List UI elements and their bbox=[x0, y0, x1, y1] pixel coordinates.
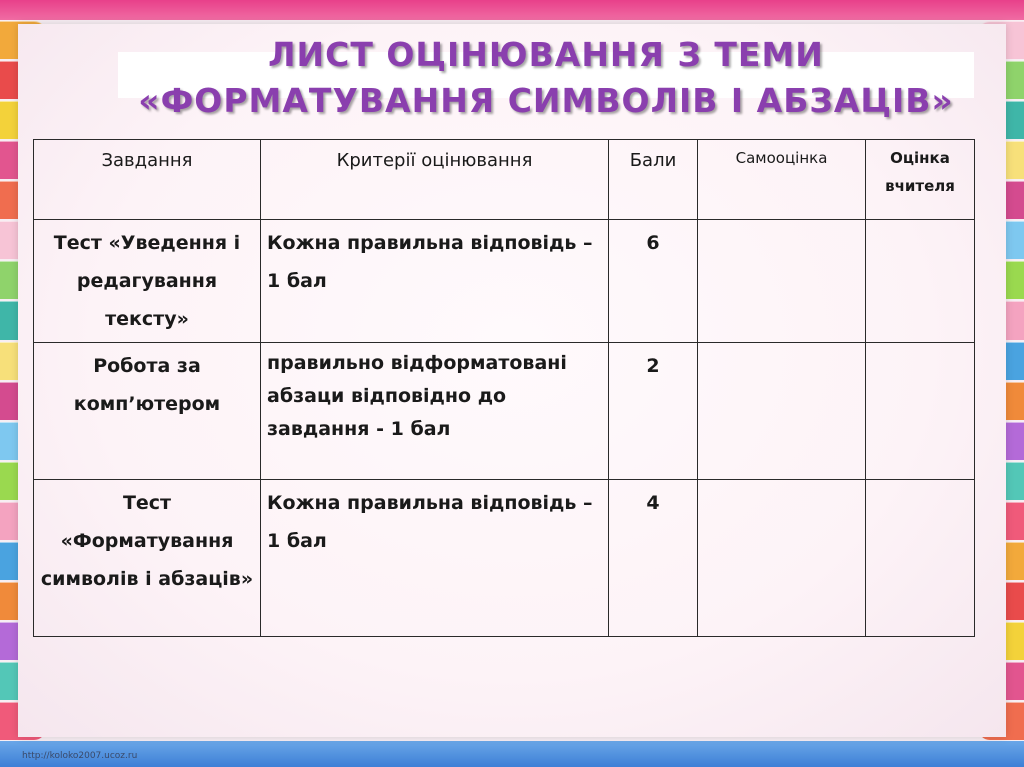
row-2-points: 2 bbox=[609, 343, 698, 480]
row-3-criteria: Кожна правильна відповідь – 1 бал bbox=[261, 480, 609, 637]
row-1-task: Тест «Уведення і редагування тексту» bbox=[34, 220, 261, 343]
row-3-teacher-assessment bbox=[866, 480, 975, 637]
table-row bbox=[34, 220, 975, 343]
header-self-assessment: Самооцінка bbox=[698, 140, 866, 220]
row-1-teacher-assessment bbox=[866, 220, 975, 343]
slide-title bbox=[118, 32, 974, 124]
table-header-row bbox=[34, 140, 975, 220]
row-3-self-assessment bbox=[698, 480, 866, 637]
top-decorative-bar bbox=[0, 0, 1024, 20]
table-row bbox=[34, 480, 975, 637]
table-row bbox=[34, 343, 975, 480]
row-3-task: Тест «Форматування символів і абзаців» bbox=[34, 480, 261, 637]
row-1-criteria: Кожна правильна відповідь – 1 бал bbox=[261, 220, 609, 343]
header-task: Завдання bbox=[34, 140, 261, 220]
row-2-teacher-assessment bbox=[866, 343, 975, 480]
row-3-points: 4 bbox=[609, 480, 698, 637]
row-1-points: 6 bbox=[609, 220, 698, 343]
title-line-1: ЛИСТ ОЦІНЮВАННЯ З ТЕМИ bbox=[268, 35, 824, 74]
title-line-2: «ФОРМАТУВАННЯ СИМВОЛІВ І АБЗАЦІВ» bbox=[138, 81, 954, 120]
assessment-table bbox=[33, 139, 975, 637]
footer-url: http://koloko2007.ucoz.ru bbox=[22, 751, 138, 761]
row-2-self-assessment bbox=[698, 343, 866, 480]
row-2-task: Робота за комп’ютером bbox=[34, 343, 261, 480]
header-criteria: Критерії оцінювання bbox=[261, 140, 609, 220]
row-2-criteria: правильно відформатовані абзаци відповідно до завдання - 1 бал bbox=[261, 343, 609, 480]
header-teacher-assessment: Оцінка вчителя bbox=[866, 140, 975, 220]
bottom-decorative-bar bbox=[0, 741, 1024, 767]
row-1-self-assessment bbox=[698, 220, 866, 343]
header-points: Бали bbox=[609, 140, 698, 220]
